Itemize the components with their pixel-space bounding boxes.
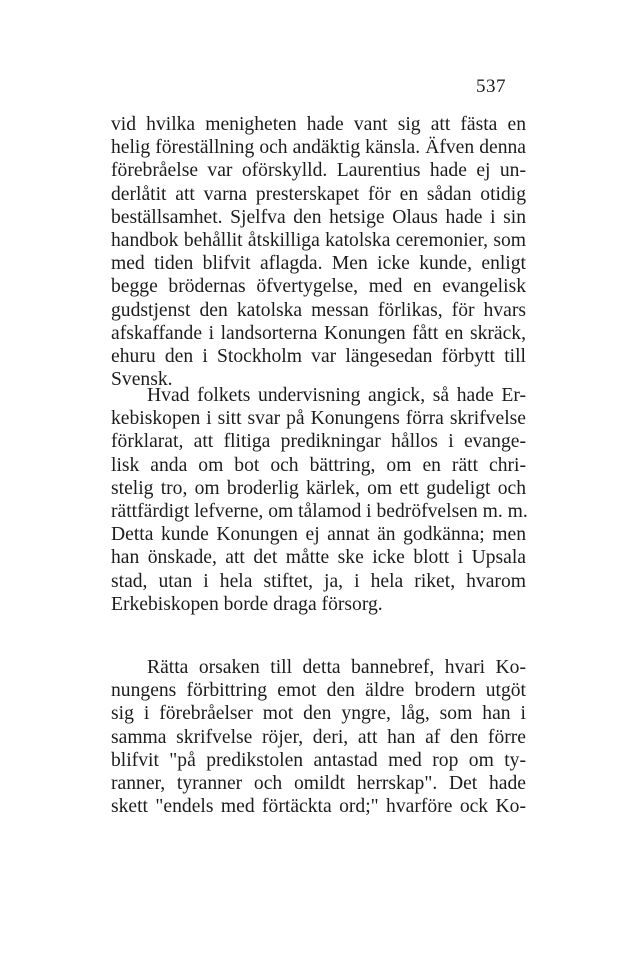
text-line: stad, utan i hela stiftet, ja, i hela riket, hvarom [111,570,526,592]
text-line: lisk anda om bot och bättring, om en rätt chri- [111,454,526,476]
text-line: nungens förbittring emot den äldre brodern utgöt [111,680,526,702]
page-number: 537 [476,76,506,97]
text-line: stelig tro, om broderlig kärlek, om ett gudeligt och [111,477,526,499]
text-line: rättfärdigt lefverne, om tålamod i bedröfvelsen m. m. [111,500,528,522]
text-line: gudstjenst den katolska messan förlikas, för hvars [111,299,526,321]
text-line: han önskade, att det måtte ske icke blott i Upsala [111,547,526,569]
paragraph-1 [111,113,526,391]
paragraph-3 [111,656,526,818]
text-line: kebiskopen i sitt svar på Konungens förra skrifvelse [111,408,526,430]
text-line: helig föreställning och andäktig känsla. Äfven denna [111,137,526,159]
paragraph-2 [111,384,526,616]
text-line: Svensk. [111,369,173,391]
text-line: afskaffande i landsorterna Konungen fått en skräck, [111,322,526,344]
text-line: ranner, tyranner och omildt herrskap". Det hade [111,772,526,794]
text-line: förklarat, att flitiga predikningar hållos i evange- [111,431,526,453]
text-line: ehuru den i Stockholm var längesedan förbytt till [111,345,526,367]
text-line: med tiden blifvit aflagda. Men icke kunde, enligt [111,253,526,275]
text-line: derlåtit att varna presterskapet för en sådan otidig [111,183,526,205]
text-line: Detta kunde Konungen ej annat än godkänna; men [111,524,526,546]
text-line: sig i förebråelser mot den yngre, låg, som han i [111,703,526,725]
text-line: Erkebiskopen borde draga försorg. [111,593,383,615]
text-line: Hvad folkets undervisning angick, så hade Er- [147,385,526,406]
text-line: förebråelse var oförskylld. Laurentius hade ej un- [111,160,526,182]
text-line: vid hvilka menigheten hade vant sig att fästa en [111,114,526,135]
text-line: Rätta orsaken till detta bannebref, hvari Ko- [147,657,526,678]
text-line: handbok behållit åtskilliga katolska ceremonier, som [111,229,526,251]
text-line: samma skrifvelse röjer, deri, att han af den förre [111,726,526,748]
text-line: begge brödernas öfvertygelse, med en evangelisk [111,276,526,298]
text-line: blifvit "på predikstolen antastad med rop om ty- [111,749,526,771]
text-line: beställsamhet. Sjelfva den hetsige Olaus hade i sin [111,206,526,228]
text-line: skett "endels med förtäckta ord;" hvarföre ock Ko- [111,796,526,818]
